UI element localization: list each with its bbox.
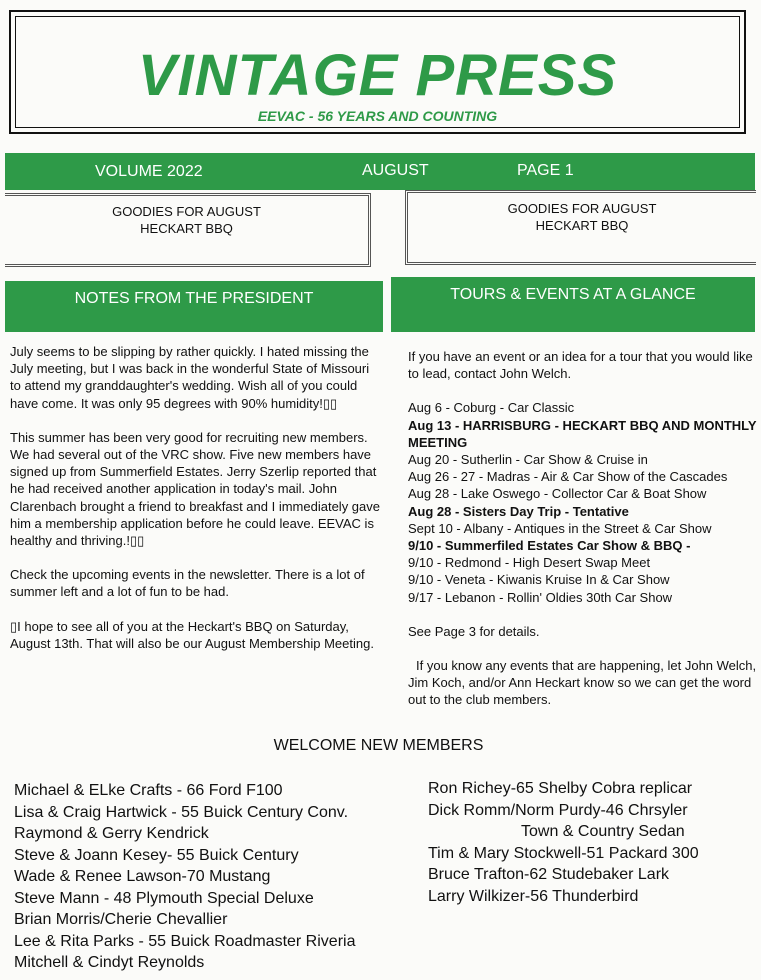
member-item: Wade & Renee Lawson-70 Mustang (14, 868, 271, 885)
masthead-inner-border (15, 16, 740, 128)
paragraph: July seems to be slipping by rather quickly. I hated missing the July meeting, but I was back in the wonderful State of Missouri to attend my granddaughter's wedding. Wish all of you could have come. It was only 95 degrees with 90% humidity!▯▯ (10, 344, 370, 411)
event-item: Aug 28 - Lake Oswego - Collector Car & Boat Show (408, 486, 707, 502)
member-item: Larry Wilkizer-56 Thunderbird (428, 887, 639, 905)
member-item: Brian Morris/Cherie Chevallier (14, 911, 228, 928)
event-item: Sept 10 - Albany - Antiques in the Street & Car Show (408, 520, 712, 536)
goodies-line: GOODIES FOR AUGUST (112, 204, 261, 219)
goodies-line: HECKART BBQ (535, 218, 629, 233)
goodies-box-left (5, 193, 371, 267)
member-item: Steve & Joann Kesey- 55 Buick Century (14, 846, 299, 864)
member-item: Town & Country Sedan (521, 823, 685, 840)
event-item: 9/10 - Redmond - High Desert Swap Meet (408, 555, 651, 571)
event-item: Aug 13 - HARRISBURG - HECKART BBQ AND MONTHLY MEETING (408, 417, 757, 450)
welcome-heading: WELCOME NEW MEMBERS (273, 737, 484, 754)
member-item: Michael & ELke Crafts - 66 Ford F100 (14, 782, 283, 799)
member-item: Ron Richey-65 Shelby Cobra replicar (428, 780, 693, 797)
newsletter-title: VINTAGE PRESS (137, 43, 618, 108)
issue-bar (5, 153, 755, 190)
see-page-note: See Page 3 for details. (408, 623, 540, 639)
member-item: Steve Mann - 48 Plymouth Special Deluxe (14, 889, 314, 907)
goodies-line: HECKART BBQ (140, 221, 233, 236)
tours-heading-box (391, 277, 755, 332)
newsletter-subtitle: EEVAC - 56 YEARS AND COUNTING (257, 108, 498, 124)
members-right (428, 778, 699, 907)
members-left (14, 780, 355, 974)
tours-outro: If you know any events that are happening, let John Welch, Jim Koch, and/or Ann Heckart know so we can get the word out to the club members. (408, 658, 757, 708)
tours-events (408, 348, 760, 726)
event-item: 9/10 - Veneta - Kiwanis Kruise In & Car Show (408, 572, 670, 588)
president-heading-box (5, 281, 383, 332)
paragraph: ▯I hope to see all of you at the Heckart's BBQ on Saturday, August 13th. That will also be our August Membership Meeting. (10, 618, 374, 651)
volume-label: VOLUME 2022 (95, 163, 203, 180)
event-item: Aug 20 - Sutherlin - Car Show & Cruise in (408, 452, 648, 468)
section-heading: NOTES FROM THE PRESIDENT (74, 290, 314, 307)
section-heading: TOURS & EVENTS AT A GLANCE (450, 286, 696, 303)
masthead (9, 10, 746, 134)
member-item: Lee & Rita Parks - 55 Buick Roadmaster Riveria (14, 932, 356, 950)
president-notes (10, 343, 382, 669)
goodies-box-right (405, 190, 756, 265)
event-item: Aug 26 - 27 - Madras - Air & Car Show of the Cascades (408, 469, 728, 485)
member-item: Tim & Mary Stockwell-51 Packard 300 (428, 844, 699, 862)
paragraph: This summer has been very good for recruiting new members. We had several out of the VRC show. Five new members have signed up from Summerfield Estates. Jerry Szerlip reported that he had received another application in today's mail. John Clarenbach brought a friend to breakfast and I immediately gave him a membership application before he could leave. EEVAC is healthy and thriving.!▯▯ (10, 429, 380, 549)
page-label: PAGE 1 (517, 162, 574, 179)
member-item: Raymond & Gerry Kendrick (14, 825, 209, 842)
member-item: Bruce Trafton-62 Studebaker Lark (428, 866, 670, 883)
tours-intro: If you have an event or an idea for a tour that you would like to lead, contact John Welch. (408, 349, 753, 382)
member-item: Dick Romm/Norm Purdy-46 Chrsyler (428, 801, 688, 819)
member-item: Mitchell & Cindyt Reynolds (14, 954, 205, 971)
events-list (408, 399, 760, 605)
month-label: AUGUST (362, 162, 429, 179)
event-item: Aug 6 - Coburg - Car Classic (408, 400, 575, 416)
event-item: 9/17 - Lebanon - Rollin' Oldies 30th Car Show (408, 589, 673, 605)
member-item: Lisa & Craig Hartwick - 55 Buick Century Conv. (14, 803, 349, 821)
event-item: 9/10 - Summerfiled Estates Car Show & BBQ - (408, 538, 691, 554)
goodies-line: GOODIES FOR AUGUST (507, 201, 657, 216)
paragraph: Check the upcoming events in the newsletter. There is a lot of summer left and a lot of fun to be had. (10, 567, 365, 600)
event-item: Aug 28 - Sisters Day Trip - Tentative (408, 503, 629, 519)
